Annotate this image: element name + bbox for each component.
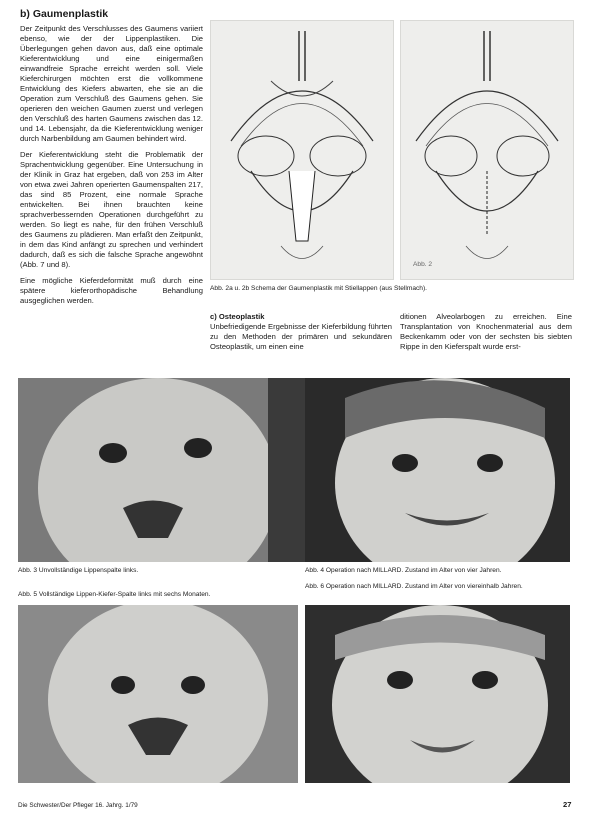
journal-footer: Die Schwester/Der Pfleger 16. Jahrg. 1/79 [18, 802, 138, 809]
section-title-gaumenplastik: b) Gaumenplastik [20, 8, 109, 20]
section-c-col1: Unbefriedigende Ergebnisse der Kieferbildung führten zu den Methoden der primären und sekundären Osteoplastik, um einen eine [210, 322, 392, 351]
paragraph: Der Kieferentwicklung steht die Problematik der Sprachentwicklung gegenüber. Eine Untersuchung in der Klinik in Graz hat ergeben, daß von 253 im Alter von etwa zwei Jahren operierten Gaumenspalten 217, das sind 85 Prozent, eine normale Sprache entwickelten. Bei ihnen brauchten keine sprachverbessernden Operationen durchgeführt zu werden. So liegt es nahe, für den frühen Verschluß des Gaumens zu plädieren. Man erfaßt den Zeitpunkt, in dem das Kind anfängt zu sprechen und verhindert dadurch, daß es sich die falsche Sprache angewöhnt (Abb. 7 und 8). [20, 150, 203, 269]
page-number: 27 [563, 800, 572, 809]
child-portrait-image [305, 605, 570, 783]
photo-abb5 [18, 605, 298, 783]
figure-sublabel: Abb. 2 [413, 261, 433, 268]
figure-2b-illustration [400, 20, 574, 280]
palate-surgery-drawing-b [401, 21, 573, 279]
caption-abb4: Abb. 4 Operation nach MILLARD. Zustand im Alter von vier Jahren. [305, 567, 502, 574]
paragraph: Eine mögliche Kieferdeformität muß durch eine spätere kieferorthopädische Behandlung ausgeglichen werden. [20, 276, 203, 305]
section-c-col2: ditionen Alveolarbogen zu erreichen. Eine Transplantation von Knochenmaterial aus dem Beckenkamm oder von der sechsten bis siebten Rippe in den Kieferspalt wurde erst- [400, 312, 572, 351]
caption-abb3: Abb. 3 Unvollständige Lippenspalte links. [18, 567, 139, 574]
figure-2-caption: Abb. 2a u. 2b Schema der Gaumenplastik mit Stiellappen (aus Stellmach). [210, 285, 427, 292]
caption-abb5: Abb. 5 Vollständige Lippen-Kiefer-Spalte links mit sechs Monaten. [18, 591, 211, 598]
caption-abb6: Abb. 6 Operation nach MILLARD. Zustand im Alter von viereinhalb Jahren. [305, 583, 523, 590]
photo-abb6 [305, 605, 570, 783]
infant-cleft-image [18, 605, 298, 783]
paragraph: Der Zeitpunkt des Verschlusses des Gaumens variiert ebenso, wie der der Lippenplastiken. Die Überlegungen gehen davon aus, daß eine optimale Kieferentwicklung und eine einigermaßen einwandfreie Sprache erreicht werden soll. Viele Kieferchirurgen möchten erst die vollkommene Entwicklung des Kiefers abwarten, ehe sie an die Operation zum Verschluß des Gaumens gehen. Sie operieren den weichen Gaumen zuerst und verlegen den Verschluß des harten Gaumens zwischen das 12. und 14. Lebensjahr, da die Kieferentwicklung weniger durch Narbenbildung am Gaumen behindert wird. [20, 24, 203, 143]
palate-surgery-drawing-a [211, 21, 393, 279]
infant-face-image [18, 378, 320, 562]
figure-2a-illustration [210, 20, 394, 280]
photo-abb4 [305, 378, 570, 562]
child-smiling-image [305, 378, 570, 562]
section-b-body [20, 24, 203, 312]
photo-abb3 [18, 378, 320, 562]
section-title-osteoplastik: c) Osteoplastik [210, 312, 265, 321]
